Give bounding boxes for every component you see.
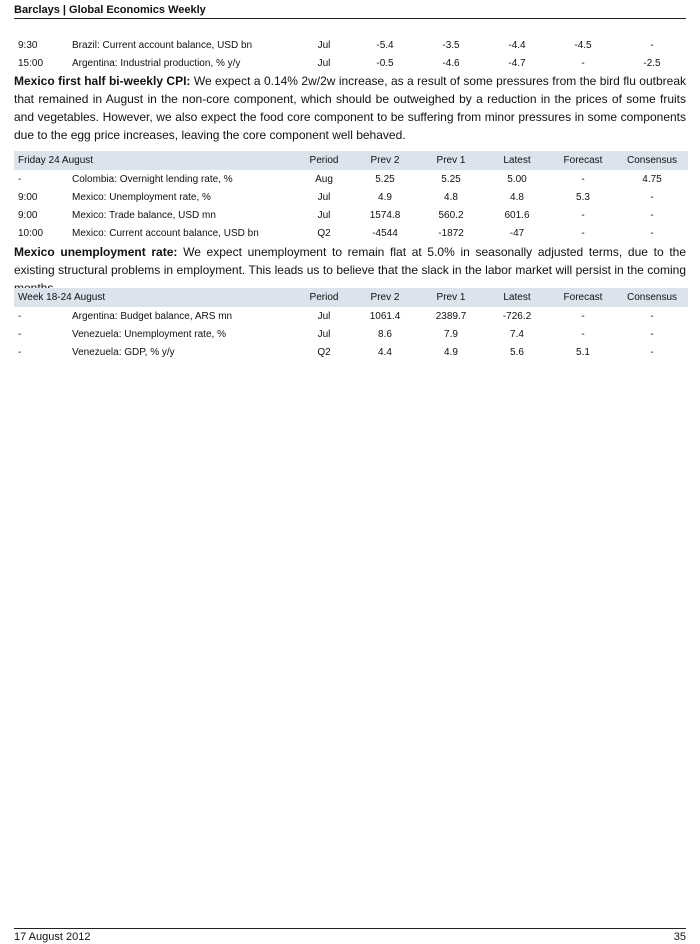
col-header-prev1: Prev 1 bbox=[418, 151, 484, 170]
table-title: Friday 24 August bbox=[14, 151, 296, 170]
col-header-forecast: Forecast bbox=[550, 151, 616, 170]
cell-prev2: 1574.8 bbox=[369, 209, 401, 221]
page-header bbox=[14, 4, 686, 19]
cell-period: Q2 bbox=[317, 227, 331, 239]
cell-prev2: -0.5 bbox=[376, 57, 394, 69]
cell-forecast: - bbox=[581, 57, 585, 69]
page-footer bbox=[14, 928, 686, 943]
cell-indicator: Mexico: Unemployment rate, % bbox=[72, 191, 211, 203]
table-row bbox=[14, 170, 688, 188]
col-header-period: Period bbox=[296, 288, 352, 307]
cell-prev2: 1061.4 bbox=[369, 310, 401, 322]
col-header-forecast: Forecast bbox=[550, 288, 616, 307]
cell-consensus: - bbox=[650, 227, 654, 239]
cell-forecast: - bbox=[581, 209, 585, 221]
cell-forecast: - bbox=[581, 310, 585, 322]
cell-time: 9:00 bbox=[18, 191, 38, 203]
cell-prev1: -4.6 bbox=[442, 57, 460, 69]
cell-indicator: Venezuela: GDP, % y/y bbox=[72, 346, 175, 358]
col-header-consensus: Consensus bbox=[616, 151, 688, 170]
cell-latest: 5.00 bbox=[507, 173, 527, 185]
cell-time: 9:00 bbox=[18, 209, 38, 221]
cell-prev2: -4544 bbox=[372, 227, 398, 239]
cell-time: 10:00 bbox=[18, 227, 44, 239]
table-week-18-24-august bbox=[14, 288, 688, 361]
table-row bbox=[14, 307, 688, 325]
paragraph-mexico-cpi bbox=[14, 72, 686, 144]
header-title: Barclays | Global Economics Weekly bbox=[14, 4, 206, 16]
cell-time: 9:30 bbox=[18, 39, 38, 51]
cell-consensus: 4.75 bbox=[642, 173, 662, 185]
paragraph-text: We expect unemployment to remain flat at 5.0% in seasonally adjusted terms, due to the existing structural problems in employment. This leads us to believe that the slack in the labor market will persist in the coming bbox=[14, 245, 686, 277]
footer-date: 17 August 2012 bbox=[14, 931, 91, 943]
cell-latest: 7.4 bbox=[510, 328, 524, 340]
cell-period: Q2 bbox=[317, 346, 331, 358]
paragraph-lead: Mexico first half bi-weekly CPI: bbox=[14, 74, 191, 88]
cell-latest: -4.4 bbox=[508, 39, 526, 51]
paragraph-text: We expect a 0.14% 2w/2w increase, as a result of some pressures from the bird flu outbreak that remained in August in the non-core component, which should be outweighed by a reduction in the prices of some fruits and vegetables. However, we also expect the food core component to be suffering from minor pressures in some components due to the egg price increases, leaving the core component well behaved. bbox=[14, 74, 687, 142]
cell-prev2: 4.4 bbox=[378, 346, 392, 358]
cell-forecast: - bbox=[581, 328, 585, 340]
cell-indicator: Argentina: Budget balance, ARS mn bbox=[72, 310, 233, 322]
cell-time: - bbox=[18, 173, 22, 185]
cell-forecast: 5.3 bbox=[576, 191, 590, 203]
cell-period: Jul bbox=[317, 328, 331, 340]
cell-time: - bbox=[18, 346, 22, 358]
cell-consensus: - bbox=[650, 191, 654, 203]
cell-indicator: Mexico: Trade balance, USD mn bbox=[72, 209, 216, 221]
cell-indicator: Argentina: Industrial production, % y/y bbox=[72, 57, 241, 69]
cell-consensus: - bbox=[650, 39, 654, 51]
cell-period: Jul bbox=[317, 191, 331, 203]
cell-period: Jul bbox=[317, 57, 331, 69]
table-friday-24-august bbox=[14, 151, 688, 242]
cell-prev1: 4.8 bbox=[444, 191, 458, 203]
cell-consensus: - bbox=[650, 310, 654, 322]
col-header-latest: Latest bbox=[484, 288, 550, 307]
cell-period: Jul bbox=[317, 209, 331, 221]
col-header-prev1: Prev 1 bbox=[418, 288, 484, 307]
cell-latest: -4.7 bbox=[508, 57, 526, 69]
table-row bbox=[14, 325, 688, 343]
cell-prev2: 4.9 bbox=[378, 191, 392, 203]
cell-forecast: - bbox=[581, 173, 585, 185]
cell-consensus: - bbox=[650, 346, 654, 358]
cell-latest: 5.6 bbox=[510, 346, 524, 358]
cell-prev1: 2389.7 bbox=[435, 310, 467, 322]
cell-prev1: 4.9 bbox=[444, 346, 458, 358]
cell-latest: -47 bbox=[509, 227, 525, 239]
table-title: Week 18-24 August bbox=[14, 288, 296, 307]
table-row bbox=[14, 224, 688, 242]
cell-latest: -726.2 bbox=[502, 310, 532, 322]
table-row bbox=[14, 206, 688, 224]
cell-prev2: 5.25 bbox=[375, 173, 395, 185]
page-number: 35 bbox=[673, 931, 686, 943]
cell-latest: 4.8 bbox=[510, 191, 524, 203]
cell-forecast: 5.1 bbox=[576, 346, 590, 358]
cell-prev2: -5.4 bbox=[376, 39, 394, 51]
cell-prev1: 5.25 bbox=[441, 173, 461, 185]
col-header-consensus: Consensus bbox=[616, 288, 688, 307]
cell-prev2: 8.6 bbox=[378, 328, 392, 340]
cell-prev1: -3.5 bbox=[442, 39, 460, 51]
table-header-row bbox=[14, 288, 688, 307]
cell-prev1: 560.2 bbox=[438, 209, 464, 221]
cell-forecast: -4.5 bbox=[574, 39, 592, 51]
table-row bbox=[14, 54, 688, 72]
cell-period: Jul bbox=[317, 310, 331, 322]
col-header-prev2: Prev 2 bbox=[352, 151, 418, 170]
cell-period: Jul bbox=[317, 39, 331, 51]
table-header-row bbox=[14, 151, 688, 170]
table-row bbox=[14, 343, 688, 361]
cell-forecast: - bbox=[581, 227, 585, 239]
cell-consensus: - bbox=[650, 209, 654, 221]
table-continued bbox=[14, 36, 688, 72]
cell-consensus: -2.5 bbox=[643, 57, 661, 69]
cell-indicator: Colombia: Overnight lending rate, % bbox=[72, 173, 233, 185]
cell-prev1: -1872 bbox=[438, 227, 464, 239]
col-header-period: Period bbox=[296, 151, 352, 170]
cell-time: 15:00 bbox=[18, 57, 44, 69]
cell-latest: 601.6 bbox=[504, 209, 530, 221]
cell-consensus: - bbox=[650, 328, 654, 340]
table-row bbox=[14, 188, 688, 206]
paragraph-lead: Mexico unemployment rate: bbox=[14, 245, 178, 259]
cell-period: Aug bbox=[315, 173, 333, 185]
table-row bbox=[14, 36, 688, 54]
cell-indicator: Mexico: Current account balance, USD bn bbox=[72, 227, 259, 239]
cell-time: - bbox=[18, 310, 22, 322]
cell-prev1: 7.9 bbox=[444, 328, 458, 340]
cell-time: - bbox=[18, 328, 22, 340]
col-header-latest: Latest bbox=[484, 151, 550, 170]
cell-indicator: Venezuela: Unemployment rate, % bbox=[72, 328, 226, 340]
col-header-prev2: Prev 2 bbox=[352, 288, 418, 307]
cell-indicator: Brazil: Current account balance, USD bn bbox=[72, 39, 253, 51]
